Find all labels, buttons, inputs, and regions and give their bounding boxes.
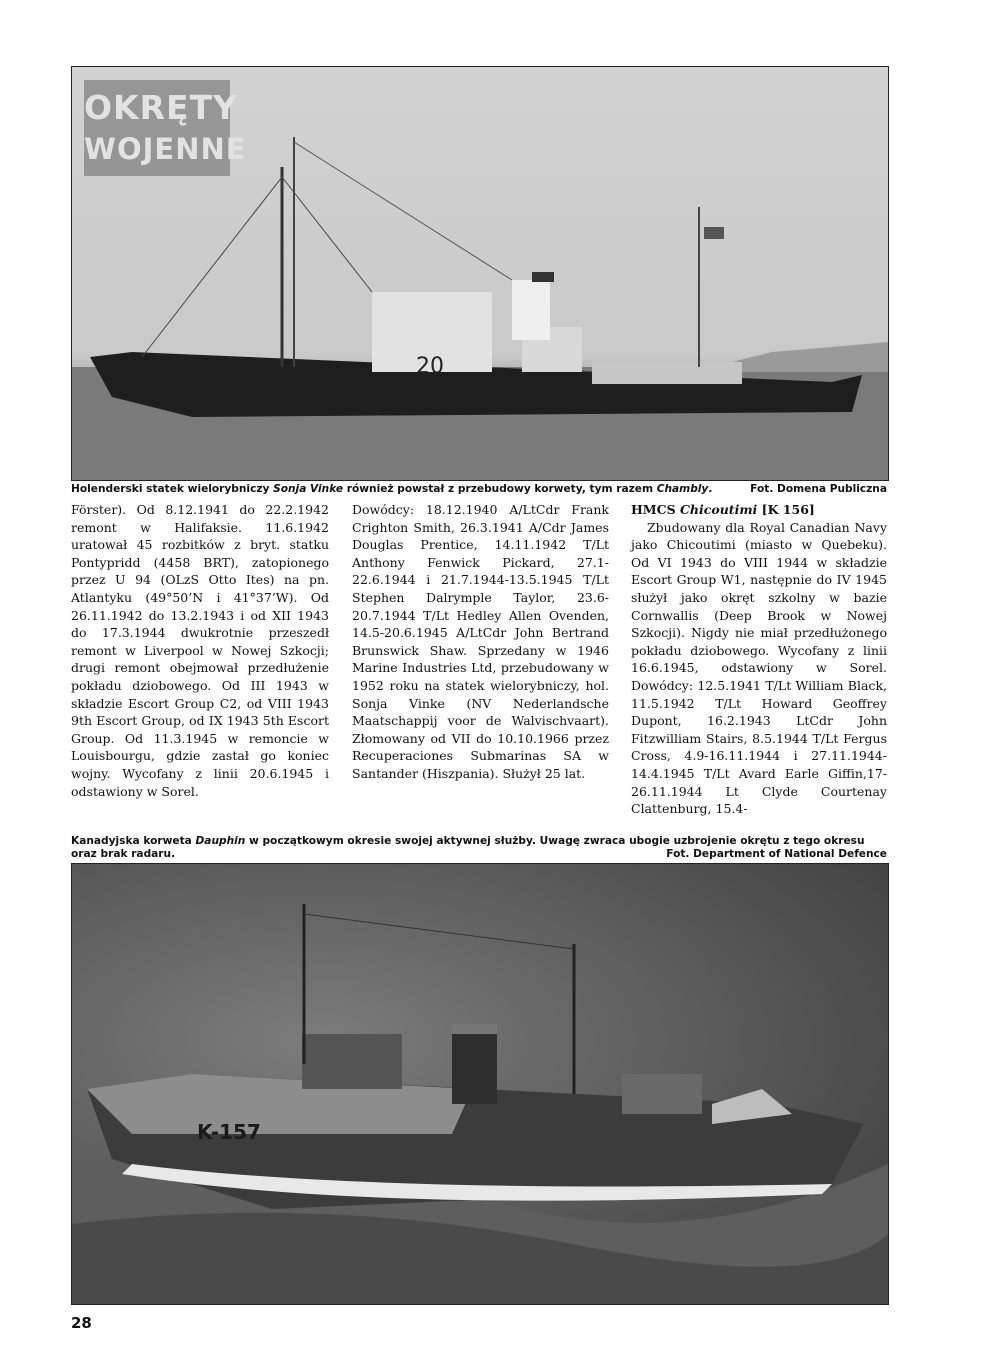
hull-number-20: 20 [416, 354, 444, 379]
logo-line-2: WOJENNE [84, 132, 247, 166]
page-number: 28 [71, 1314, 92, 1332]
photo-dauphin-corvette [71, 863, 889, 1305]
text-column-3 [631, 501, 887, 818]
caption-text: również powstał z przebudowy korwety, tym razem [343, 483, 657, 495]
text-column-1 [71, 501, 329, 800]
column-3-text: Zbudowany dla Royal Canadian Navy jako Chicoutimi (miasto w Quebeku). Od VI 1943 do VIII 1944 w składzie Escort Group W1, następnie do IV 1945 służył jako okręt szkolny w bazie Cornwallis (Deep Brook w Nowej Szkocji). Nigdy nie miał przedłużonego pokładu dziobowego. Wycofany z linii 16.6.1945, odstawiony w Sorel. Dowódcy: 12.5.1941 T/Lt William Black, 11.5.1942 T/Lt Howard Geoffrey Dupont, 16.2.1943 LtCdr John Fitzwilliam Stairs, 8.5.1944 T/Lt Fergus Cross, 4.9-16.11.1944 i 27.11.1944-14.4.1945 T/Lt Avard Earle Giffin,17-26.11.1944 Lt Clyde Courtenay Clattenburg, 15.4- [631, 519, 887, 817]
photo1-credit: Fot. Domena Publiczna [750, 483, 887, 495]
heading-suffix: [K 156] [757, 502, 815, 517]
caption-ship-name: Sonja Vinke [273, 483, 344, 495]
photo1-caption [71, 483, 761, 496]
column-2-text: Dowódcy: 18.12.1940 A/LtCdr Frank Crighton Smith, 26.3.1941 A/Cdr James Douglas Prentice, 14.11.1942 T/Lt Anthony Fenwick Pickard, 27.1-22.6.1944 i 21.7.1944-13.5.1945 T/Lt Stephen Dalrymple Taylor, 23.6-20.7.1944 T/Lt Hedley Allen Ovenden, 14.5-20.6.1945 A/LtCdr John Bertrand Brunswick Shaw. Sprzedany w 1946 Marine Industries Ltd, przebudowany w 1952 roku na statek wielorybniczy, hol. Sonja Vinke (NV Nederlandsche Maatschappij voor de Walvischvaart). Złomowany od VII do 10.10.1966 przez Recuperaciones Submarinas SA w Santander (Hiszpania). Służył 25 lat. [352, 502, 609, 781]
text-column-2 [352, 501, 609, 783]
ship-illustration-corvette [72, 864, 888, 1304]
caption-ship-name: Dauphin [195, 835, 246, 847]
column-1-text: Förster). Od 8.12.1941 do 22.2.1942 remont w Halifaksie. 11.6.1942 uratował 45 rozbitków z bryt. statku Pontypridd (4458 BRT), zatopionego przez U 94 (OLzS Otto Ites) na pn. Atlantyku (49°50’N i 41°37’W). Od 26.11.1942 do 13.2.1943 i od XII 1943 do 17.3.1944 dwukrotnie przeszedł remont w Liverpool w Nowej Szkocji; drugi remont obejmował przedłużenie pokładu dziobowego. Od III 1943 w składzie Escort Group C2, od VIII 1943 9th Escort Group, od IX 1943 5th Escort Group. Od 11.3.1945 w remoncie w Louisbourgu, gdzie zastał go koniec wojny. Wycofany z linii 20.6.1945 i odstawiony w Sorel. [71, 502, 329, 799]
caption-text: Kanadyjska korweta [71, 835, 196, 847]
photo-sonja-vinke [71, 66, 889, 481]
caption-text: Holenderski statek wielorybniczy [71, 483, 274, 495]
logo-line-1: OKRĘTY [84, 88, 238, 127]
caption-text: . [708, 483, 713, 495]
heading-ship-name: Chicoutimi [679, 502, 758, 517]
heading-prefix: HMCS [631, 502, 680, 517]
logo-okrety-wojenne [84, 80, 247, 176]
caption-ship-name: Chambly [656, 483, 709, 495]
hull-number-k157: K-157 [197, 1120, 261, 1144]
section-heading [631, 501, 887, 519]
photo2-credit: Fot. Department of National Defence [666, 848, 887, 860]
caption-text: w początkowym okresie swojej aktywnej służby. Uwagę zwraca ubogie uzbrojenie okrętu z tego okresu oraz brak radaru. [71, 835, 865, 860]
